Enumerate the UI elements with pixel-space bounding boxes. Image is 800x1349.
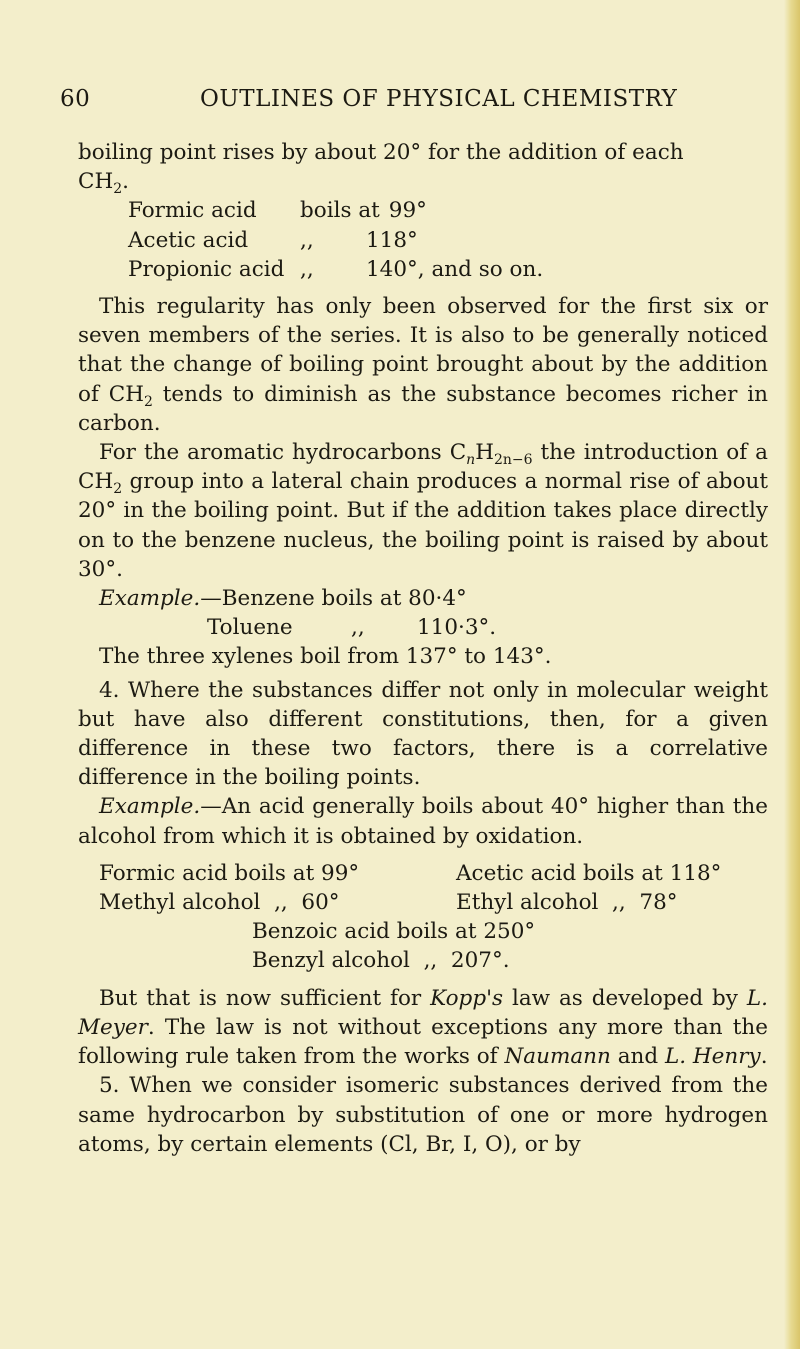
paragraph-2: [78, 292, 768, 438]
p3-a: For the aromatic hydrocarbons: [99, 440, 450, 466]
p1-ch: CH: [78, 169, 114, 195]
list1-row-3: [128, 255, 768, 284]
p6-label: Example.: [99, 794, 201, 820]
list1-verb-3: ,,: [300, 256, 314, 282]
paragraph-1: [78, 138, 768, 196]
list1-row-2: [128, 226, 768, 255]
paragraph-5: 4. Where the substances differ not only in molecular weight but have also different constitutions, then, for a given difference in these two factors, there is a correlative difference in the boiling points.: [78, 677, 768, 791]
example-1-label: Example.: [99, 586, 201, 612]
table-row1-left: Formic acid boils at 99°: [99, 860, 360, 886]
p3-formula-h: H: [475, 440, 494, 466]
table-row-2: [99, 888, 768, 917]
list1-value-3: 140°, and so on.: [366, 256, 544, 282]
table-row-4: Benzyl alcohol ,, 207°.: [252, 948, 510, 974]
table-row2-left: Methyl alcohol ,, 60°: [99, 890, 340, 916]
p3-b: the introduction of a: [532, 440, 768, 466]
p3-formula-n: n: [466, 452, 476, 469]
running-title: OUTLINES OF PHYSICAL CHEMISTRY: [200, 86, 678, 112]
p7-e: .: [760, 1044, 768, 1070]
boiling-list-1: [128, 196, 768, 284]
p2-ch: CH: [108, 381, 144, 407]
list1-row-1: [128, 196, 768, 225]
table-row2-right: Ethyl alcohol ,, 78°: [456, 890, 678, 916]
page-number: 60: [60, 86, 91, 112]
paragraph-3: [78, 438, 768, 584]
p6-text: —An acid generally boils about 40° higher than the alcohol from which it is obtained by oxidation.: [78, 794, 768, 849]
p1-text: boiling point rises by about 20° for the addition of each: [78, 140, 684, 165]
example-1-toluene: Toluene: [207, 615, 293, 641]
page-body: [78, 138, 768, 1159]
example-1-ditto: ,,: [351, 615, 365, 641]
p1-end: .: [122, 169, 129, 195]
list1-name-3: Propionic acid: [128, 256, 285, 282]
example-1-dash: —: [200, 586, 222, 612]
paragraph-6: [78, 792, 768, 850]
list1-verb-2: ,,: [300, 227, 314, 253]
p7-d: and: [610, 1044, 665, 1070]
p2-b: tends to diminish as the substance becomes richer in carbon.: [78, 381, 768, 436]
page-edge-shading: [784, 0, 800, 1349]
p7-b: law as developed by: [503, 985, 747, 1011]
acid-alcohol-table: [99, 859, 768, 976]
example-1-toluene-value: 110·3°.: [417, 615, 497, 641]
paragraph-7: [78, 984, 768, 1072]
p1-formula: [78, 169, 129, 198]
p7-meyer: L. Meyer: [78, 985, 768, 1040]
list1-name-2: Acetic acid: [128, 227, 249, 253]
example-1-line-2: [207, 613, 768, 642]
list1-verb-1: boils at: [300, 198, 380, 224]
p3-formula-c: C: [449, 440, 467, 466]
table-row-1: [99, 859, 768, 888]
p7-kopp: Kopp's: [430, 985, 504, 1011]
example-1-line-1: [99, 584, 768, 613]
p2-ch-sub: 2: [143, 393, 153, 410]
p7-henry: L. Henry: [664, 1044, 761, 1070]
table-row-3: Benzoic acid boils at 250°: [252, 919, 536, 945]
p3-formula-sub: 2n−6: [493, 452, 533, 469]
p2-a: This regularity has only been observed for the first six or seven members of the series. It is also to be generally noticed that the change of boiling point brought about by the addition of: [78, 294, 768, 407]
p7-a: But that is now sufficient for: [99, 985, 431, 1011]
list1-value-2: 118°: [366, 227, 418, 253]
table-row1-right: Acetic acid boils at 118°: [456, 860, 722, 886]
p7-c: . The law is not without exceptions any more than the following rule taken from the works of: [78, 1014, 768, 1070]
p1-ch-sub: 2: [113, 181, 123, 198]
paragraph-4: The three xylenes boil from 137° to 143°.: [99, 644, 552, 670]
list1-name-1: Formic acid: [128, 198, 257, 224]
p7-naumann: Naumann: [504, 1044, 611, 1070]
paragraph-8: 5. When we consider isomeric substances derived from the same hydrocarbon by substitution of one or more hydrogen atoms, by certain elements (Cl, Br, I, O), or by: [78, 1073, 768, 1157]
p3-ch-sub: 2: [113, 481, 123, 498]
p3-c: group into a lateral chain produces a normal rise of about 20° in the boiling point. But if the addition takes place directly on to the benzene nucleus, the boiling point is raised by about 30°.: [78, 469, 768, 582]
example-1-line1-text: Benzene boils at 80·4°: [221, 586, 467, 612]
p3-ch: CH: [78, 469, 114, 495]
list1-value-1: 99°: [388, 198, 427, 224]
example-1: [99, 584, 768, 642]
